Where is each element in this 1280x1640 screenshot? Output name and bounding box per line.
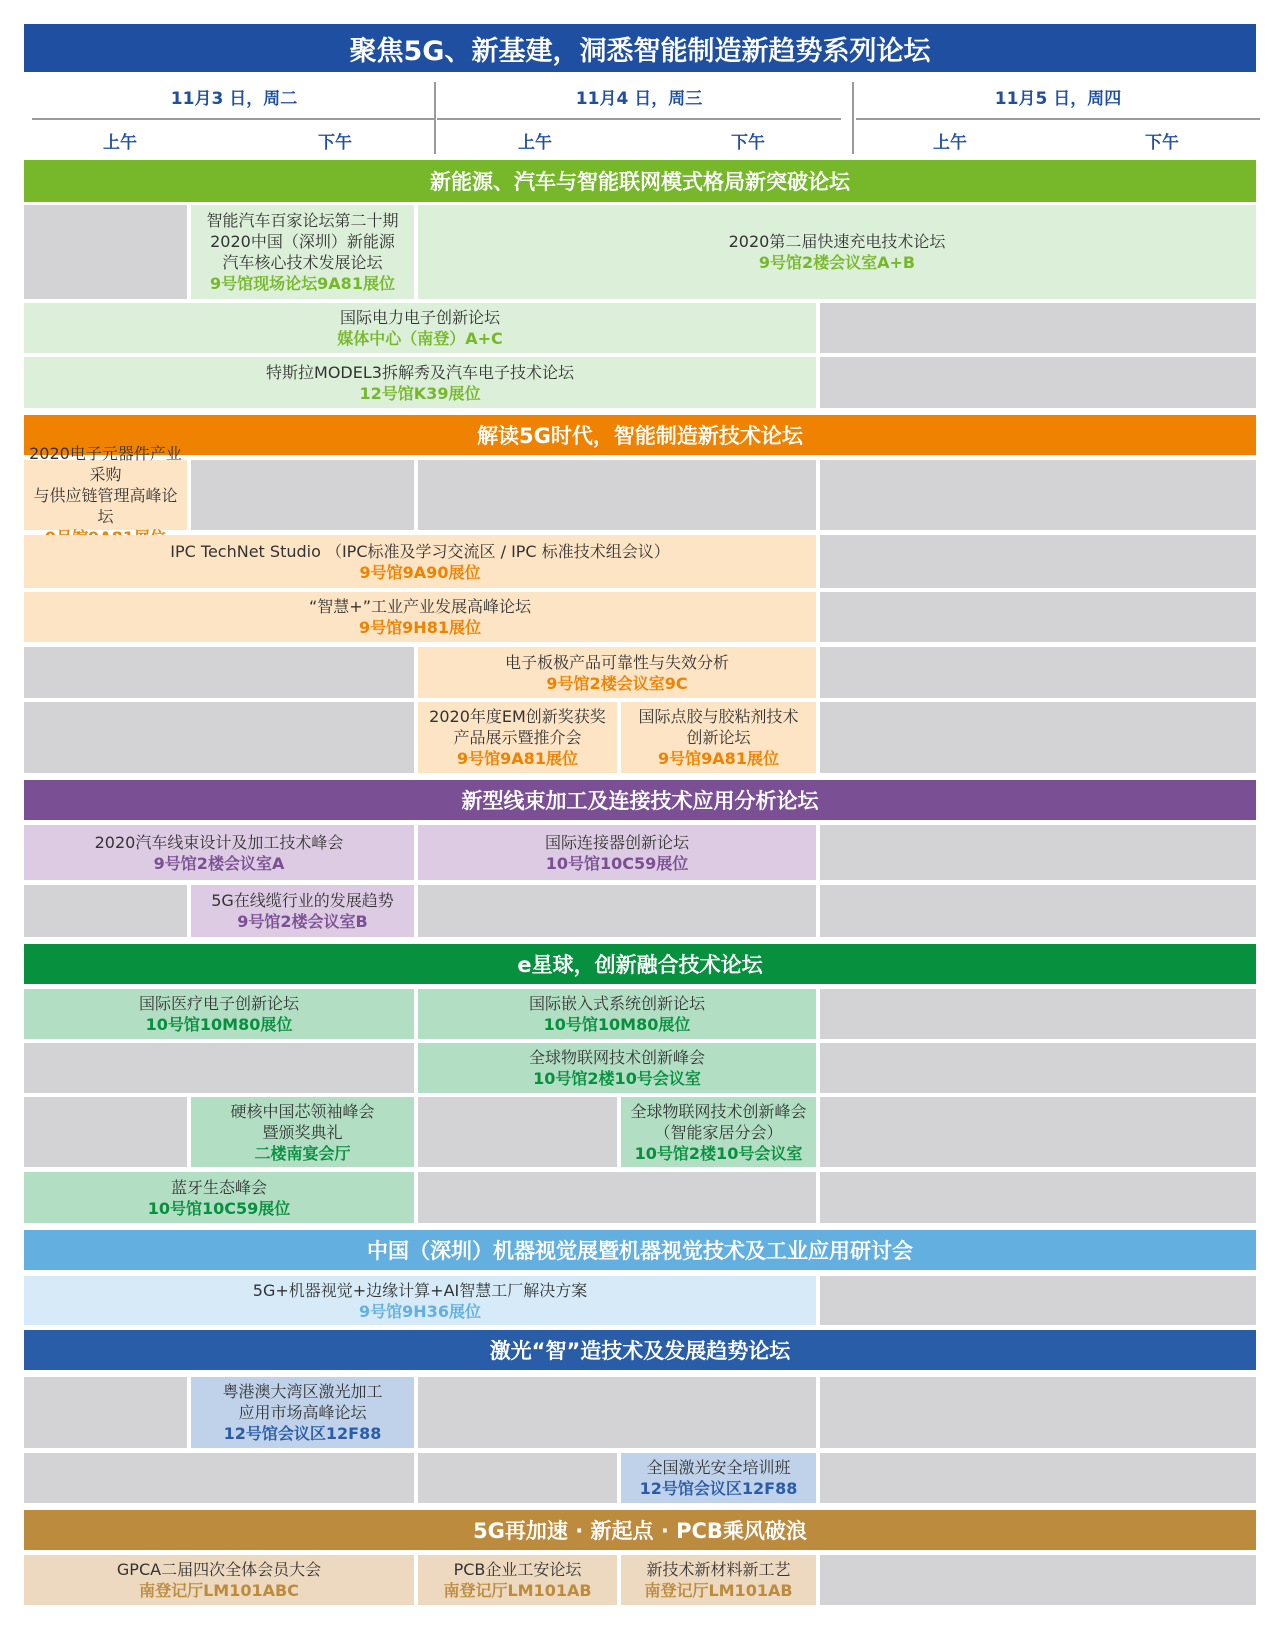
forum-cell[interactable]	[191, 1097, 414, 1167]
forum-name: IPC TechNet Studio （IPC标准及学习交流区 / IPC 标准技术组会议）	[170, 541, 670, 561]
section-title-3: 新型线束加工及连接技术应用分析论坛	[24, 780, 1256, 820]
forum-location: 10号馆10C59展位	[545, 853, 689, 873]
forum-name: 国际点胶与胶粘剂技术 创新论坛	[638, 707, 799, 747]
empty-slot	[24, 1097, 187, 1167]
forum-name: 硬核中国芯领袖峰会 暨颁奖典礼	[230, 1101, 375, 1142]
forum-name: PCB企业工安论坛	[453, 1560, 582, 1579]
empty-slot	[418, 1097, 617, 1167]
day-separator-1	[434, 82, 436, 154]
forum-location: 9号馆9H81展位	[359, 618, 481, 637]
empty-slot	[820, 1377, 1256, 1448]
forum-name: 国际医疗电子创新论坛	[138, 994, 299, 1013]
forum-location: 10号馆10M80展位	[543, 1015, 691, 1034]
empty-slot	[820, 1097, 1256, 1167]
day-header-3: 11月5 日，周四	[856, 74, 1260, 120]
empty-slot	[820, 1276, 1256, 1325]
forum-name: “智慧+”工业产业发展高峰论坛	[309, 597, 531, 616]
empty-slot	[418, 885, 816, 937]
empty-slot	[820, 460, 1256, 530]
forum-name: 粤港澳大湾区激光加工 应用市场高峰论坛	[222, 1382, 383, 1422]
forum-name: 国际嵌入式系统创新论坛	[528, 994, 705, 1013]
forum-cell[interactable]	[621, 702, 816, 773]
empty-slot	[418, 1377, 816, 1448]
forum-location: 9号馆9H36展位	[359, 1301, 481, 1321]
page-title: 聚焦5G、新基建，洞悉智能制造新趋势系列论坛	[24, 24, 1256, 72]
forum-name: 电子板极产品可靠性与失效分析	[504, 652, 729, 672]
forum-name: 蓝牙生态峰会	[170, 1177, 267, 1197]
forum-cell[interactable]	[621, 1555, 816, 1605]
forum-location: 12号馆K39展位	[359, 383, 481, 403]
forum-location: 9号馆2楼会议室9C	[546, 673, 688, 693]
forum-cell[interactable]	[191, 885, 414, 937]
forum-name: 2020年度EM创新奖获奖 产品展示暨推介会	[429, 707, 606, 747]
empty-slot	[820, 1555, 1256, 1605]
forum-location: 9号馆现场论坛9A81展位	[210, 274, 395, 293]
empty-slot	[820, 1172, 1256, 1223]
forum-name: 智能汽车百家论坛第二十期 2020中国（深圳）新能源 汽车核心技术发展论坛	[206, 211, 399, 272]
forum-name: 5G在线缆行业的发展趋势	[211, 891, 394, 910]
forum-name: 5G+机器视觉+边缘计算+AI智慧工厂解决方案	[252, 1280, 588, 1300]
day-header-1: 11月3 日，周二	[32, 74, 436, 120]
forum-location: 10号馆2楼10号会议室	[634, 1143, 803, 1163]
forum-location: 10号馆10C59展位	[147, 1198, 291, 1218]
section-title-5: 中国（深圳）机器视觉展暨机器视觉技术及工业应用研讨会	[24, 1230, 1256, 1270]
forum-cell[interactable]	[24, 592, 816, 642]
empty-slot	[24, 1043, 414, 1093]
forum-name: 2020第二届快速充电技术论坛	[728, 232, 946, 251]
section-title-2: 解读5G时代，智能制造新技术论坛	[24, 415, 1256, 455]
empty-slot	[418, 1172, 816, 1223]
forum-cell[interactable]	[418, 1555, 617, 1605]
forum-name: 全球物联网技术创新峰会 （智能家居分会）	[630, 1101, 807, 1142]
section-title-6: 激光“智”造技术及发展趋势论坛	[24, 1330, 1256, 1370]
empty-slot	[24, 702, 414, 773]
forum-cell[interactable]	[24, 1172, 414, 1223]
forum-name: 国际连接器创新论坛	[544, 832, 689, 852]
forum-name: 特斯拉MODEL3拆解秀及汽车电子技术论坛	[266, 362, 574, 382]
forum-name: GPCA二届四次全体会员大会	[116, 1560, 322, 1579]
forum-cell[interactable]	[24, 1555, 414, 1605]
empty-slot	[191, 460, 414, 530]
forum-name: 新技术新材料新工艺	[646, 1560, 791, 1579]
half-day-am-3: 上午	[933, 132, 967, 153]
forum-cell[interactable]	[418, 205, 1256, 299]
empty-slot	[24, 205, 187, 299]
forum-cell[interactable]	[24, 443, 187, 530]
forum-location: 9号馆9A90展位	[359, 562, 481, 582]
forum-cell[interactable]	[621, 1097, 816, 1167]
empty-slot	[820, 1043, 1256, 1093]
empty-slot	[24, 647, 414, 698]
half-day-am-2: 上午	[518, 132, 552, 153]
half-day-pm-3: 下午	[1145, 132, 1179, 153]
forum-name: 全球物联网技术创新峰会	[528, 1048, 705, 1067]
half-day-am-1: 上午	[103, 132, 137, 153]
half-day-pm-2: 下午	[731, 132, 765, 153]
section-title-1: 新能源、汽车与智能联网模式格局新突破论坛	[24, 160, 1256, 202]
empty-slot	[820, 535, 1256, 588]
half-day-pm-1: 下午	[318, 132, 352, 153]
forum-cell[interactable]	[621, 1453, 816, 1503]
day-header-2: 11月4 日，周三	[437, 74, 841, 120]
forum-cell[interactable]	[24, 1276, 816, 1325]
forum-location: 9号馆2楼会议室A+B	[758, 253, 916, 272]
forum-cell[interactable]	[418, 1043, 816, 1093]
forum-cell[interactable]	[24, 825, 414, 880]
forum-name: 2020汽车线束设计及加工技术峰会	[94, 832, 344, 852]
empty-slot	[24, 1453, 414, 1503]
empty-slot	[820, 989, 1256, 1039]
forum-cell[interactable]	[24, 989, 414, 1039]
forum-location: 10号馆2楼10号会议室	[533, 1069, 701, 1088]
empty-slot	[820, 885, 1256, 937]
forum-name: 2020电子元器件产业采购 与供应链管理高峰论坛	[29, 443, 182, 526]
section-title-7: 5G再加速 · 新起点 · PCB乘风破浪	[24, 1510, 1256, 1550]
forum-cell[interactable]	[418, 825, 816, 880]
forum-name: 国际电力电子创新论坛	[339, 308, 500, 327]
forum-location: 9号馆2楼会议室B	[237, 912, 368, 931]
forum-cell[interactable]	[191, 1377, 414, 1448]
forum-cell[interactable]	[418, 989, 816, 1039]
forum-location: 9号馆9A81展位	[658, 749, 779, 768]
forum-location: 二楼南宴会厅	[254, 1143, 351, 1163]
empty-slot	[820, 702, 1256, 773]
empty-slot	[24, 1377, 187, 1448]
section-title-4: e星球，创新融合技术论坛	[24, 944, 1256, 984]
empty-slot	[820, 303, 1256, 353]
empty-slot	[820, 825, 1256, 880]
forum-location: 南登记厅LM101AB	[443, 1581, 592, 1600]
forum-location: 9号馆2楼会议室A	[153, 853, 285, 873]
forum-location: 南登记厅LM101ABC	[139, 1581, 299, 1600]
forum-cell[interactable]	[418, 647, 816, 698]
forum-location: 12号馆会议区12F88	[639, 1479, 798, 1498]
forum-location: 9号馆9A81展位	[457, 749, 578, 768]
empty-slot	[820, 1453, 1256, 1503]
forum-location: 10号馆10M80展位	[145, 1015, 293, 1034]
empty-slot	[820, 592, 1256, 642]
forum-name: 全国激光安全培训班	[646, 1458, 791, 1477]
forum-cell[interactable]	[24, 535, 816, 588]
empty-slot	[820, 647, 1256, 698]
day-separator-2	[852, 82, 854, 154]
forum-cell[interactable]	[24, 303, 816, 353]
forum-cell[interactable]	[191, 205, 414, 299]
forum-location: 媒体中心（南登）A+C	[337, 329, 503, 348]
empty-slot	[418, 1453, 617, 1503]
forum-location: 南登记厅LM101AB	[644, 1581, 793, 1600]
empty-slot	[820, 357, 1256, 408]
forum-cell[interactable]	[24, 357, 816, 408]
empty-slot	[24, 885, 187, 937]
forum-cell[interactable]	[418, 702, 617, 773]
empty-slot	[418, 460, 816, 530]
forum-location: 12号馆会议区12F88	[223, 1424, 382, 1443]
